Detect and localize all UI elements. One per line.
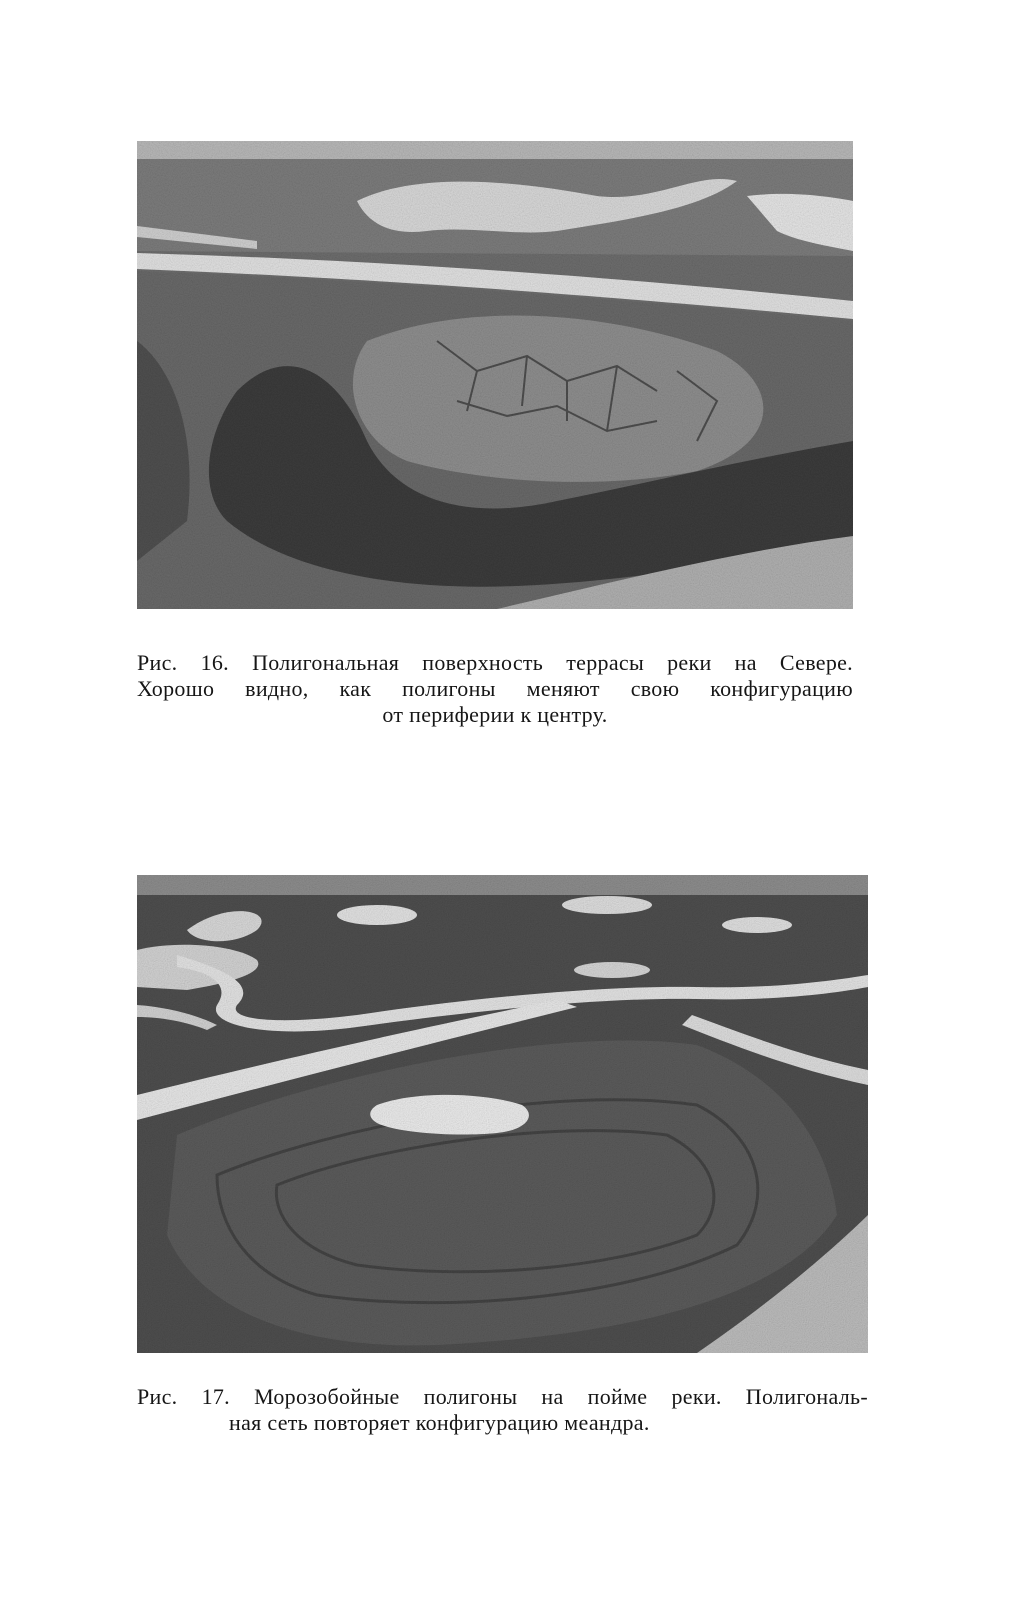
- figure-17-caption: [137, 1384, 868, 1436]
- figure-16-photo: [137, 141, 853, 609]
- figure-17-photo: [137, 875, 868, 1353]
- caption-line: Рис. 16. Полигональная поверхность террасы реки на Севере.: [137, 650, 853, 675]
- caption-line: от периферии к центру.: [382, 702, 608, 727]
- figure-16-caption: [137, 650, 853, 728]
- caption-line: ная сеть повторяет конфигурацию меандра.: [229, 1410, 650, 1435]
- caption-line: Хорошо видно, как полигоны меняют свою конфигурацию: [137, 676, 853, 701]
- caption-line: Рис. 17. Морозобойные полигоны на пойме реки. Полигональ-: [137, 1384, 868, 1409]
